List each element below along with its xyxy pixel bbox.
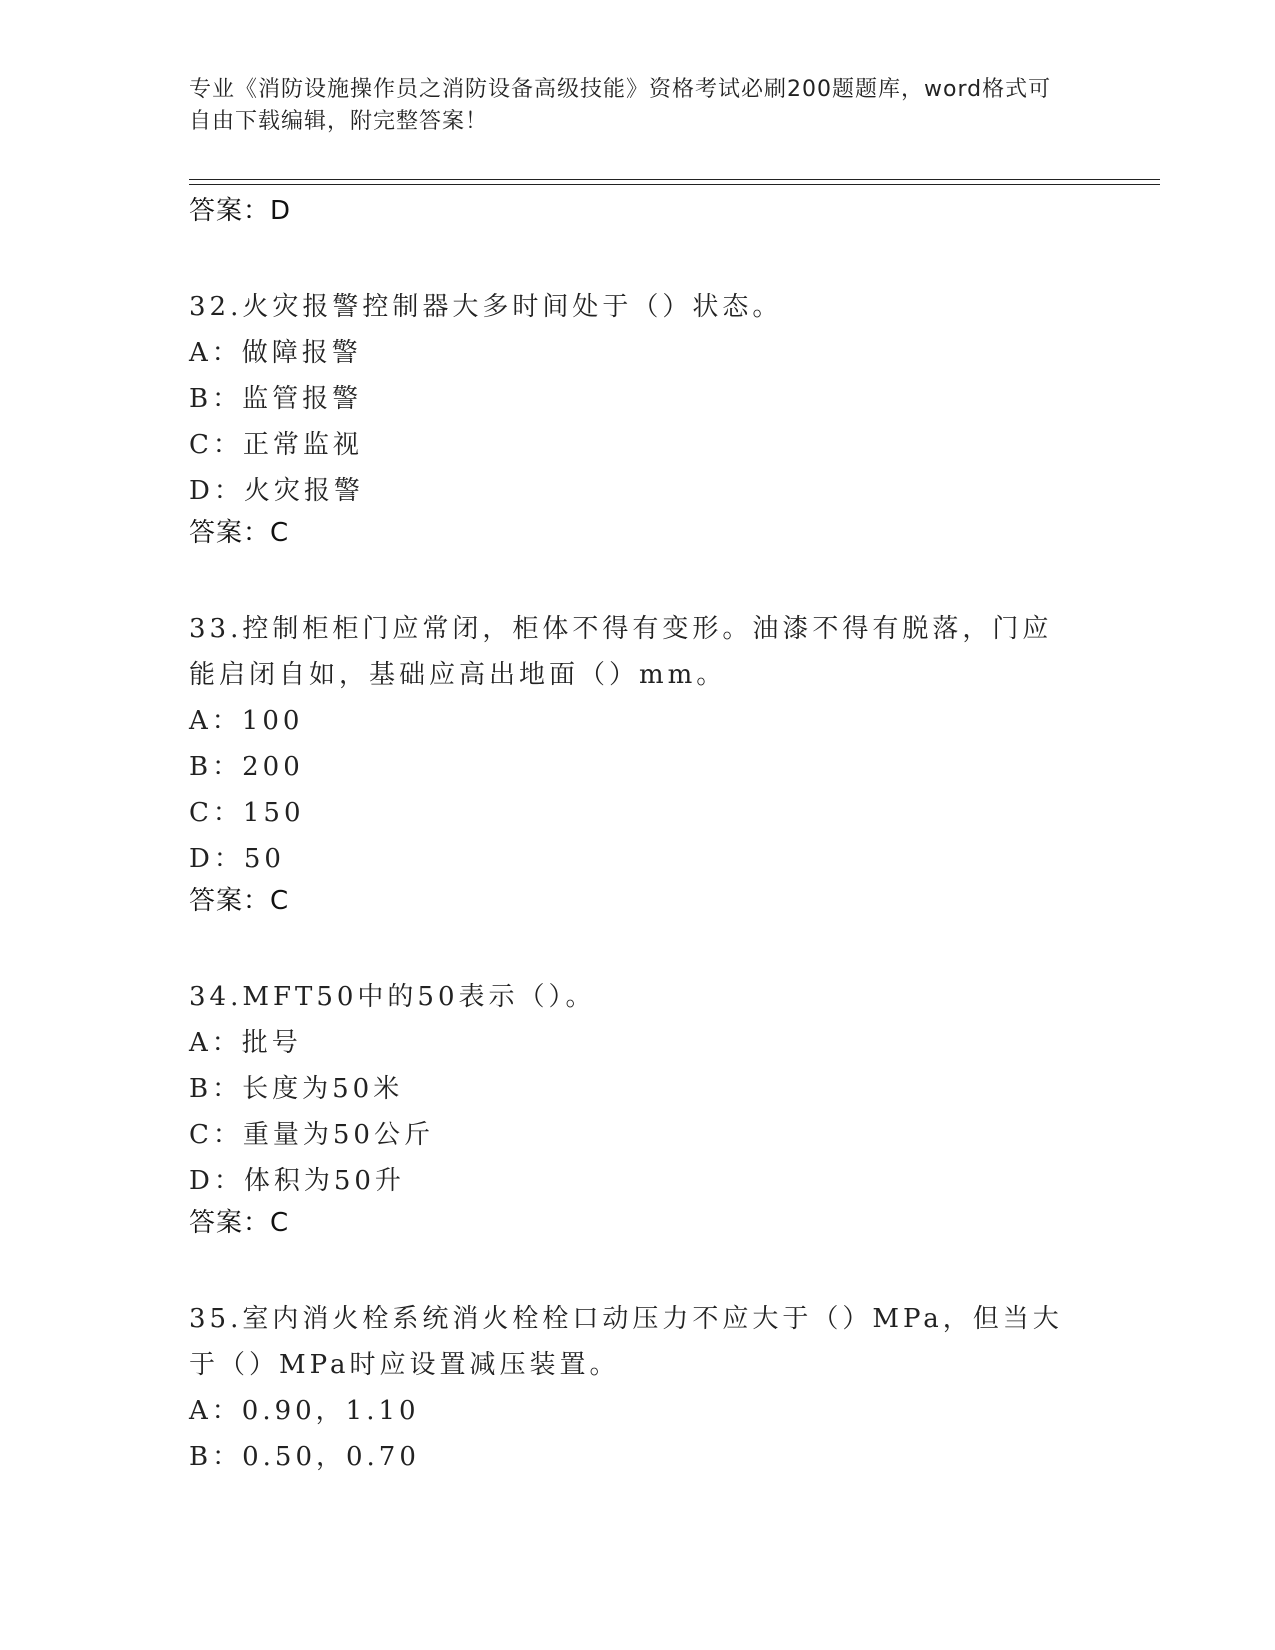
option-a: A：100 (189, 706, 304, 736)
question-33 (189, 606, 1079, 920)
option-d: D：50 (189, 844, 285, 874)
option-c: C：重量为50公斤 (189, 1120, 434, 1150)
option-b: B：监管报警 (189, 384, 363, 414)
option-b: B：长度为50米 (189, 1074, 404, 1104)
question-34 (189, 974, 1079, 1242)
option-c: C：正常监视 (189, 430, 363, 460)
option-d: D：火灾报警 (189, 476, 364, 506)
option-a: A：批号 (189, 1028, 302, 1058)
header-divider-top (189, 179, 1160, 180)
question-stem: 35.室内消火栓系统消火栓栓口动压力不应大于（）MPa，但当大于（）MPa时应设置减压装置。 (189, 1304, 1063, 1380)
question-stem: 34.MFT50中的50表示（）。 (189, 982, 596, 1012)
question-35 (189, 1296, 1079, 1480)
option-a: A：0.90，1.10 (189, 1396, 420, 1426)
answer-line: 答案：C (189, 518, 290, 548)
question-stem: 33.控制柜柜门应常闭，柜体不得有变形。油漆不得有脱落，门应能启闭自如，基础应高出地面（）mm。 (189, 614, 1053, 690)
answer-line: 答案：C (189, 886, 290, 916)
answer-line: 答案：C (189, 1208, 290, 1238)
option-b: B：0.50，0.70 (189, 1442, 420, 1472)
option-b: B：200 (189, 752, 304, 782)
question-list (189, 192, 1079, 1480)
answer-line: 答案：D (189, 196, 292, 226)
option-d: D：体积为50升 (189, 1166, 405, 1196)
option-a: A：做障报警 (189, 338, 362, 368)
question-stem: 32.火灾报警控制器大多时间处于（）状态。 (189, 292, 783, 322)
question-32 (189, 284, 1079, 552)
option-c: C：150 (189, 798, 305, 828)
document-header: 专业《消防设施操作员之消防设备高级技能》资格考试必刷200题题库，word格式可自由下载编辑，附完整答案！ (189, 77, 1052, 134)
header-divider-bottom (189, 184, 1160, 185)
